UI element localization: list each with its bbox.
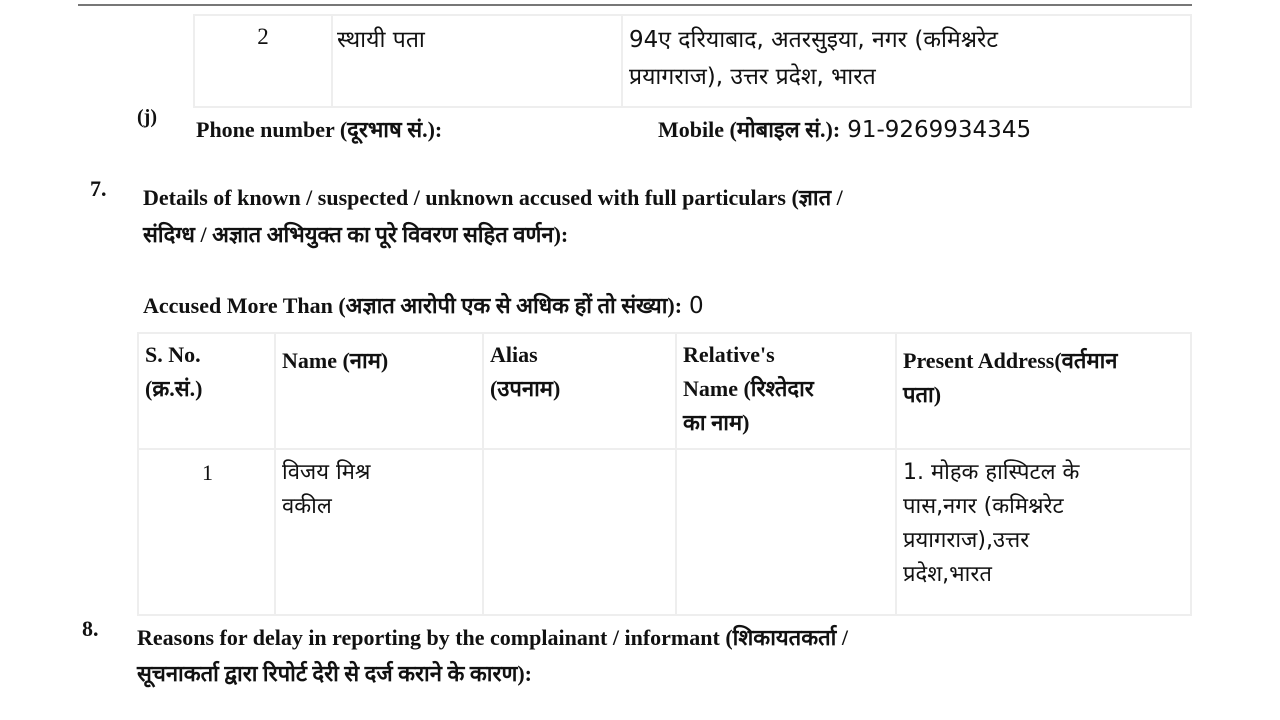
cell-text: विजय मिश्र: [282, 460, 371, 485]
header-text: Relative's: [683, 342, 775, 367]
header-sno: [138, 333, 275, 449]
section-heading-line: Details of known / suspected / unknown accused with full particulars (ज्ञात /: [143, 185, 843, 210]
table-header-row: [138, 333, 1191, 449]
section-number: 8.: [82, 616, 99, 641]
accused-count-value: 0: [689, 293, 704, 319]
cell-text: प्रदेश,भारत: [903, 562, 992, 587]
header-name: [275, 333, 483, 449]
accused-table: [137, 332, 1192, 616]
cell-alias: [483, 449, 676, 615]
header-text: Present Address(वर्तमान: [903, 348, 1118, 373]
cell-text: 1. मोहक हास्पिटल के: [903, 460, 1080, 485]
address-value-cell: [622, 15, 1191, 107]
header-text: (उपनाम): [490, 376, 561, 401]
table-row: [194, 15, 1191, 107]
cell-present-address: [896, 449, 1191, 615]
cell-text: प्रयागराज),उत्तर: [903, 528, 1030, 553]
header-text: का नाम): [683, 410, 750, 435]
serial-cell: 2: [194, 15, 332, 107]
header-relative-name: [676, 333, 896, 449]
header-text: (क्र.सं.): [145, 376, 203, 401]
header-text: S. No.: [145, 342, 201, 367]
address-value-line: प्रयागराज), उत्तर प्रदेश, भारत: [629, 64, 876, 90]
header-alias: [483, 333, 676, 449]
item-marker: (j): [137, 106, 157, 128]
cell-text: वकील: [282, 494, 332, 519]
section-heading-line: सूचनाकर्ता द्वारा रिपोर्ट देरी से दर्ज कराने के कारण):: [137, 661, 533, 686]
cell-text: पास,नगर (कमिश्नरेट: [903, 494, 1064, 519]
header-text: Name (नाम): [282, 348, 389, 373]
table-row: [138, 449, 1191, 615]
top-rule: [78, 4, 1192, 6]
cell-relative-name: [676, 449, 896, 615]
address-label-cell: स्थायी पता: [332, 15, 622, 107]
cell-sno: 1: [138, 449, 275, 615]
permanent-address-table: [193, 14, 1192, 108]
phone-label: Phone number (दूरभाष सं.):: [196, 117, 443, 142]
header-text: पता): [903, 382, 942, 407]
mobile-value: 91-9269934345: [847, 117, 1032, 143]
section-number: 7.: [90, 176, 107, 201]
accused-count-field: [143, 290, 704, 320]
mobile-field: [658, 114, 1031, 144]
header-present-address: [896, 333, 1191, 449]
section-heading-line: Reasons for delay in reporting by the complainant / informant (शिकायतकर्ता /: [137, 625, 848, 650]
cell-name: [275, 449, 483, 615]
accused-count-label: Accused More Than (अज्ञात आरोपी एक से अधिक हों तो संख्या):: [143, 293, 683, 318]
header-text: Alias: [490, 342, 538, 367]
mobile-label: Mobile (मोबाइल सं.):: [658, 117, 841, 142]
section-heading-line: संदिग्ध / अज्ञात अभियुक्त का पूरे विवरण सहित वर्णन):: [143, 222, 569, 247]
header-text: Name (रिश्तेदार: [683, 376, 814, 401]
address-value-line: 94ए दरियाबाद, अतरसुइया, नगर (कमिश्नरेट: [629, 27, 998, 53]
